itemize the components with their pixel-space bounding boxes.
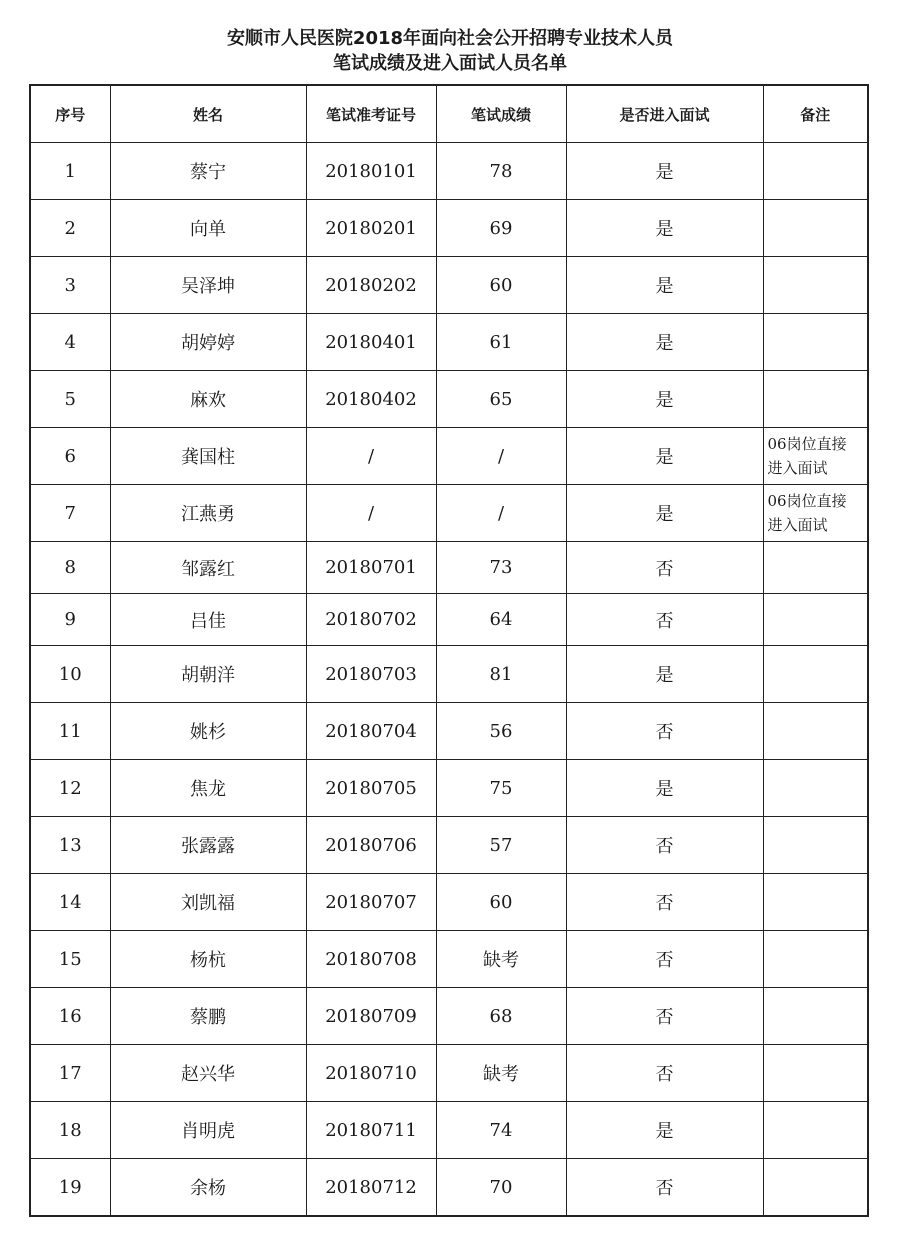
cell-interview: 是: [566, 143, 763, 200]
header-seq: 序号: [30, 85, 110, 143]
cell-remark: [763, 988, 868, 1045]
cell-ticket: 20180710: [306, 1045, 436, 1102]
cell-ticket: /: [306, 485, 436, 542]
cell-score: 68: [436, 988, 566, 1045]
cell-remark: [763, 428, 868, 485]
cell-name: 吕佳: [110, 594, 306, 646]
cell-name: 麻欢: [110, 371, 306, 428]
cell-interview: 否: [566, 1159, 763, 1217]
cell-seq: 7: [30, 485, 110, 542]
cell-interview: 否: [566, 874, 763, 931]
cell-name: 蔡鹏: [110, 988, 306, 1045]
cell-score: 61: [436, 314, 566, 371]
cell-ticket: 20180402: [306, 371, 436, 428]
header-ticket: 笔试准考证号: [306, 85, 436, 143]
cell-seq: 14: [30, 874, 110, 931]
cell-seq: 18: [30, 1102, 110, 1159]
cell-name: 龚国柱: [110, 428, 306, 485]
cell-score: 64: [436, 594, 566, 646]
cell-name: 肖明虎: [110, 1102, 306, 1159]
table-row: [30, 646, 868, 703]
cell-remark: [763, 1102, 868, 1159]
cell-remark: [763, 931, 868, 988]
cell-score: 60: [436, 874, 566, 931]
cell-score: 缺考: [436, 1045, 566, 1102]
cell-interview: 否: [566, 703, 763, 760]
cell-seq: 12: [30, 760, 110, 817]
table-row: [30, 1045, 868, 1102]
document-title: [0, 26, 900, 76]
cell-ticket: 20180101: [306, 143, 436, 200]
table-row: [30, 1159, 868, 1217]
cell-interview: 否: [566, 931, 763, 988]
cell-remark: [763, 646, 868, 703]
table-row: [30, 314, 868, 371]
cell-remark: [763, 371, 868, 428]
cell-score: 57: [436, 817, 566, 874]
cell-interview: 是: [566, 200, 763, 257]
cell-seq: 6: [30, 428, 110, 485]
cell-score: 60: [436, 257, 566, 314]
cell-score: /: [436, 428, 566, 485]
table-row: [30, 1102, 868, 1159]
cell-ticket: 20180704: [306, 703, 436, 760]
cell-score: /: [436, 485, 566, 542]
cell-interview: 是: [566, 314, 763, 371]
cell-ticket: 20180202: [306, 257, 436, 314]
cell-remark: [763, 1159, 868, 1217]
cell-score: 78: [436, 143, 566, 200]
cell-name: 余杨: [110, 1159, 306, 1217]
cell-ticket: 20180711: [306, 1102, 436, 1159]
table-row: [30, 371, 868, 428]
cell-seq: 19: [30, 1159, 110, 1217]
cell-interview: 否: [566, 1045, 763, 1102]
cell-name: 姚杉: [110, 703, 306, 760]
table-row: [30, 988, 868, 1045]
cell-remark: [763, 817, 868, 874]
cell-name: 刘凯福: [110, 874, 306, 931]
header-score: 笔试成绩: [436, 85, 566, 143]
cell-remark: [763, 542, 868, 594]
cell-interview: 是: [566, 760, 763, 817]
remark-line: 进入面试: [767, 459, 828, 477]
table-row: [30, 760, 868, 817]
cell-name: 胡婷婷: [110, 314, 306, 371]
cell-remark: [763, 874, 868, 931]
cell-interview: 是: [566, 1102, 763, 1159]
table-row: [30, 874, 868, 931]
cell-interview: 是: [566, 485, 763, 542]
cell-name: 张露露: [110, 817, 306, 874]
cell-ticket: 20180703: [306, 646, 436, 703]
cell-score: 69: [436, 200, 566, 257]
header-row: [30, 85, 868, 143]
cell-name: 邹露红: [110, 542, 306, 594]
cell-seq: 10: [30, 646, 110, 703]
cell-score: 70: [436, 1159, 566, 1217]
cell-ticket: 20180705: [306, 760, 436, 817]
cell-ticket: 20180708: [306, 931, 436, 988]
cell-interview: 是: [566, 371, 763, 428]
cell-remark: [763, 314, 868, 371]
cell-interview: 是: [566, 428, 763, 485]
cell-seq: 4: [30, 314, 110, 371]
cell-seq: 1: [30, 143, 110, 200]
cell-score: 74: [436, 1102, 566, 1159]
header-remark: 备注: [763, 85, 868, 143]
cell-name: 吴泽坤: [110, 257, 306, 314]
remark-line: 进入面试: [767, 516, 828, 534]
cell-seq: 13: [30, 817, 110, 874]
cell-ticket: 20180707: [306, 874, 436, 931]
table-row: [30, 428, 868, 485]
cell-score: 缺考: [436, 931, 566, 988]
header-interview: 是否进入面试: [566, 85, 763, 143]
cell-interview: 否: [566, 542, 763, 594]
cell-seq: 3: [30, 257, 110, 314]
cell-name: 赵兴华: [110, 1045, 306, 1102]
remark-line: 06岗位直接: [767, 435, 847, 453]
table-row: [30, 817, 868, 874]
cell-interview: 是: [566, 257, 763, 314]
cell-ticket: 20180709: [306, 988, 436, 1045]
cell-seq: 2: [30, 200, 110, 257]
cell-score: 65: [436, 371, 566, 428]
remark-line: 06岗位直接: [767, 492, 847, 510]
cell-score: 81: [436, 646, 566, 703]
cell-remark: [763, 703, 868, 760]
table-body: [30, 143, 868, 1217]
cell-remark: [763, 760, 868, 817]
cell-seq: 15: [30, 931, 110, 988]
cell-ticket: 20180702: [306, 594, 436, 646]
cell-remark: [763, 200, 868, 257]
cell-ticket: 20180701: [306, 542, 436, 594]
table-row: [30, 703, 868, 760]
cell-seq: 8: [30, 542, 110, 594]
cell-interview: 否: [566, 817, 763, 874]
table-row: [30, 485, 868, 542]
table-row: [30, 257, 868, 314]
cell-ticket: 20180712: [306, 1159, 436, 1217]
cell-score: 56: [436, 703, 566, 760]
cell-seq: 17: [30, 1045, 110, 1102]
cell-name: 杨杭: [110, 931, 306, 988]
cell-interview: 否: [566, 988, 763, 1045]
cell-score: 73: [436, 542, 566, 594]
table-row: [30, 594, 868, 646]
cell-seq: 11: [30, 703, 110, 760]
header-name: 姓名: [110, 85, 306, 143]
cell-remark: [763, 143, 868, 200]
cell-ticket: 20180706: [306, 817, 436, 874]
cell-remark: [763, 1045, 868, 1102]
cell-interview: 是: [566, 646, 763, 703]
cell-ticket: /: [306, 428, 436, 485]
table-row: [30, 542, 868, 594]
table-row: [30, 143, 868, 200]
cell-remark: [763, 485, 868, 542]
cell-name: 胡朝洋: [110, 646, 306, 703]
cell-interview: 否: [566, 594, 763, 646]
title-line-2: 笔试成绩及进入面试人员名单: [333, 53, 567, 74]
cell-seq: 9: [30, 594, 110, 646]
cell-name: 向单: [110, 200, 306, 257]
title-line-1: 安顺市人民医院2018年面向社会公开招聘专业技术人员: [226, 28, 674, 49]
table-row: [30, 200, 868, 257]
cell-ticket: 20180401: [306, 314, 436, 371]
table-row: [30, 931, 868, 988]
cell-seq: 16: [30, 988, 110, 1045]
cell-remark: [763, 257, 868, 314]
cell-name: 焦龙: [110, 760, 306, 817]
cell-name: 江燕勇: [110, 485, 306, 542]
cell-name: 蔡宁: [110, 143, 306, 200]
cell-remark: [763, 594, 868, 646]
cell-seq: 5: [30, 371, 110, 428]
cell-ticket: 20180201: [306, 200, 436, 257]
cell-score: 75: [436, 760, 566, 817]
results-table: [29, 84, 869, 1217]
